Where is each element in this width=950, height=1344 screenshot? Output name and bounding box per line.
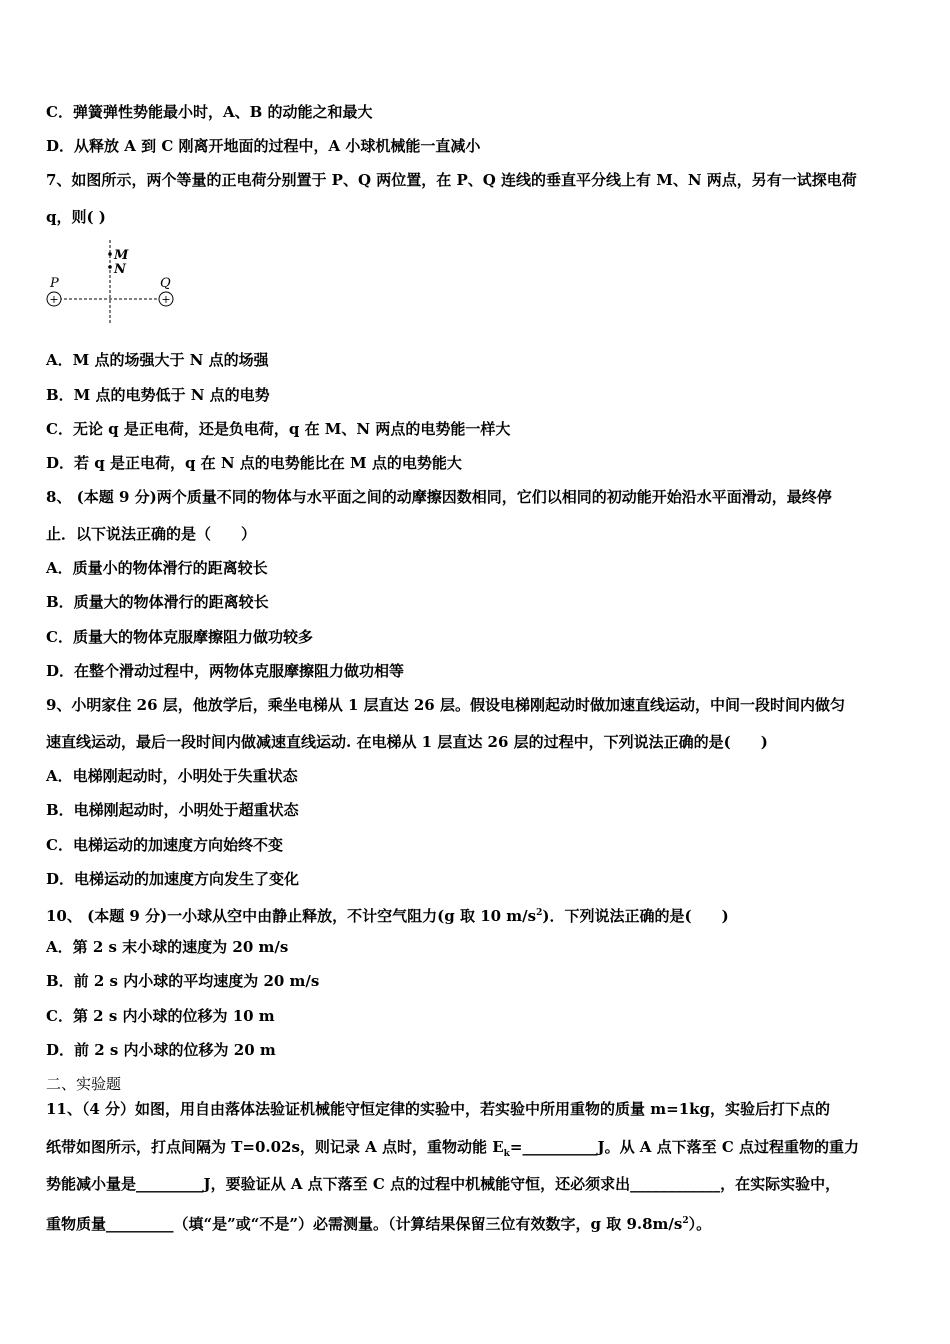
q10-stem-text-b: )．下列说法正确的是( ) <box>542 907 729 925</box>
charge-diagram <box>40 238 180 328</box>
q11-line-4-text-a: 重物质量_________（填“是”或“不是”）必需测量。（计算结果保留三位有效数字，g 取 9.8m/s <box>46 1215 683 1233</box>
q10-stem <box>46 903 729 926</box>
q7-option-b: B．M 点的电势低于 N 点的电势 <box>46 386 270 404</box>
q7-option-d: D．若 q 是正电荷，q 在 N 点的电势能比在 M 点的电势能大 <box>46 454 462 472</box>
q9-option-d: D．电梯运动的加速度方向发生了变化 <box>46 870 300 888</box>
q10-option-b: B．前 2 s 内小球的平均速度为 20 m/s <box>46 972 320 990</box>
q7-option-a: A．M 点的场强大于 N 点的场强 <box>46 351 269 369</box>
label-n: N <box>114 262 126 277</box>
point-n-dot <box>108 265 112 269</box>
section-title: 二、实验题 <box>46 1075 122 1093</box>
q10-option-d: D．前 2 s 内小球的位移为 20 m <box>46 1041 276 1059</box>
q11-line-3: 势能减小量是_________J，要验证从 A 点下落至 C 点的过程中机械能守恒，还必须求出____________，在实际实验中， <box>46 1175 841 1193</box>
q10-stem-text-a: 10、 (本题 9 分)一小球从空中由静止释放，不计空气阻力(g 取 10 m/s <box>46 907 537 925</box>
q8-stem-line-2: 止．以下说法正确的是（ ） <box>46 525 257 543</box>
q8-option-c: C．质量大的物体克服摩擦阻力做功较多 <box>46 628 313 646</box>
q10-stem-superscript: 2 <box>536 908 543 918</box>
label-q: Q <box>160 276 171 291</box>
q8-stem-line-1: 8、 (本题 9 分)两个质量不同的物体与水平面之间的动摩擦因数相同，它们以相同的初动能开始沿水平面滑动，最终停 <box>46 488 832 506</box>
q9-stem-line-1: 9、小明家住 26 层，他放学后，乘坐电梯从 1 层直达 26 层。假设电梯刚起动时做加速直线运动，中间一段时间内做匀 <box>46 696 845 714</box>
q9-stem-line-2: 速直线运动，最后一段时间内做减速直线运动. 在电梯从 1 层直达 26 层的过程中，下列说法正确的是( ) <box>46 733 768 751</box>
q8-option-b: B．质量大的物体滑行的距离较长 <box>46 593 269 611</box>
point-m-dot <box>108 252 112 256</box>
q9-option-b: B．电梯刚起动时，小明处于超重状态 <box>46 801 299 819</box>
q10-option-a: A．第 2 s 末小球的速度为 20 m/s <box>46 938 289 956</box>
q11-line-1: 11、（4 分）如图，用自由落体法验证机械能守恒定律的实验中，若实验中所用重物的质量 m=1kg，实验后打下点的 <box>46 1100 831 1118</box>
q11-line-4-superscript: 2 <box>682 1216 689 1226</box>
q10-option-c: C．第 2 s 内小球的位移为 10 m <box>46 1007 275 1025</box>
q8-option-d: D．在整个滑动过程中，两物体克服摩擦阻力做功相等 <box>46 662 405 680</box>
q6-option-c: C．弹簧弹性势能最小时，A、B 的动能之和最大 <box>46 103 373 121</box>
label-m: M <box>114 248 129 263</box>
q11-line-2-subscript: k <box>503 1149 510 1159</box>
q8-option-a: A．质量小的物体滑行的距离较长 <box>46 559 268 577</box>
q11-line-2-text-a: 纸带如图所示，打点间隔为 T=0.02s，则记录 A 点时，重物动能 E <box>46 1138 504 1156</box>
q6-option-d: D．从释放 A 到 C 刚离开地面的过程中，A 小球机械能一直减小 <box>46 137 481 155</box>
label-p: P <box>50 276 59 291</box>
q7-stem-line-1: 7、如图所示，两个等量的正电荷分别置于 P、Q 两位置，在 P、Q 连线的垂直平分线上有 M、N 两点，另有一试探电荷 <box>46 171 857 189</box>
q11-line-2-text-b: =__________J。从 A 点下落至 C 点过程重物的重力 <box>509 1138 860 1156</box>
q11-line-4-text-b: ）。 <box>688 1215 712 1233</box>
q11-line-4 <box>46 1211 711 1234</box>
q7-stem-line-2: q，则( ) <box>46 208 106 226</box>
q9-option-c: C．电梯运动的加速度方向始终不变 <box>46 836 283 854</box>
q7-option-c: C．无论 q 是正电荷，还是负电荷，q 在 M、N 两点的电势能一样大 <box>46 420 511 438</box>
q11-line-2 <box>46 1137 859 1164</box>
q9-option-a: A．电梯刚起动时，小明处于失重状态 <box>46 767 298 785</box>
charge-q-plus: + <box>161 293 171 306</box>
charge-p-plus: + <box>49 293 59 306</box>
